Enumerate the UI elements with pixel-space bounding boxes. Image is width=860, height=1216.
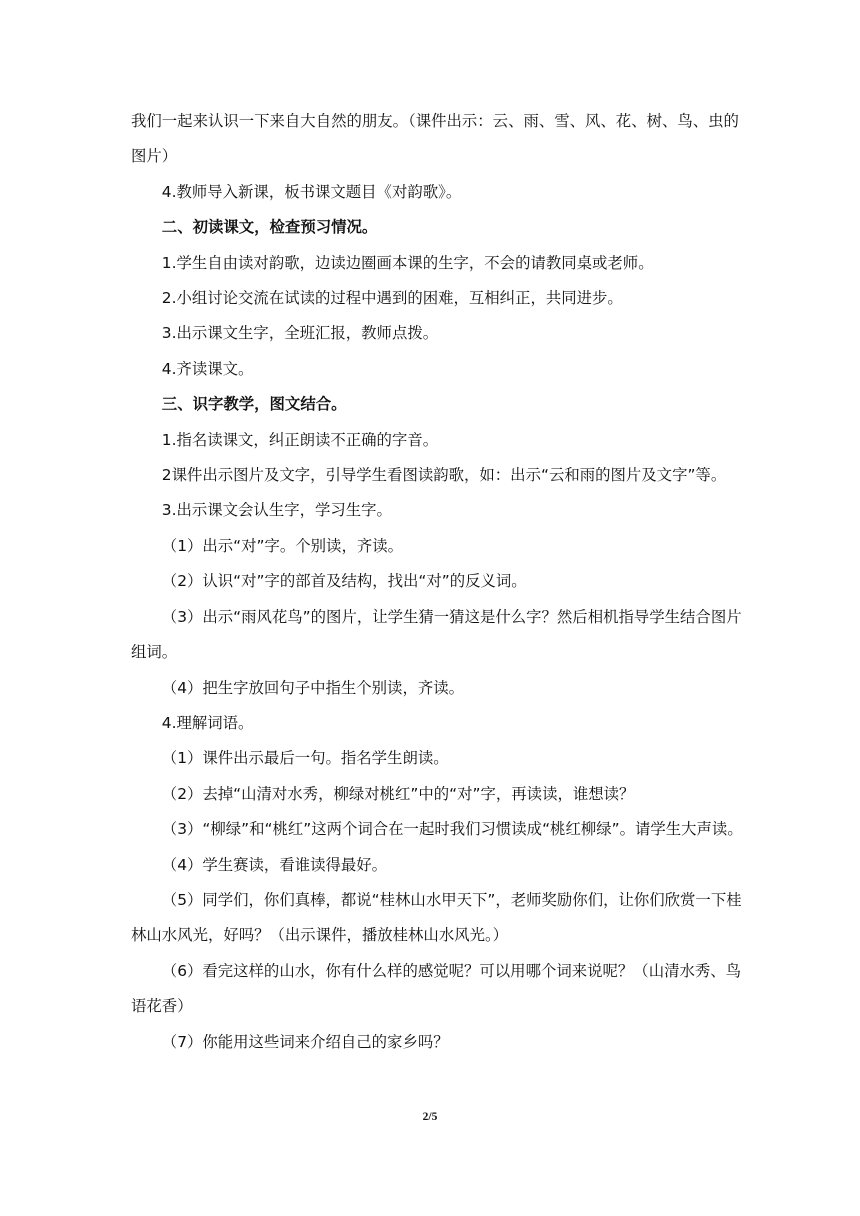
- paragraph: （1）出示“对”字。个别读，齐读。: [161, 536, 404, 555]
- paragraph: （4）把生字放回句子中指生个别读，齐读。: [161, 678, 465, 697]
- paragraph: （3）出示“雨风花鸟”的图片，让学生猜一猜这是什么字？然后相机指导学生结合图片组词。: [131, 607, 742, 662]
- paragraph: （6）看完这样的山水，你有什么样的感觉呢？可以用哪个词来说呢？（山清水秀、鸟语花香）: [131, 961, 742, 1016]
- paragraph: （2）认识“对”字的部首及结构，找出“对”的反义词。: [161, 572, 527, 591]
- paragraph: 4.教师导入新课，板书课文题目《对韵歌》。: [161, 182, 462, 201]
- paragraph-intro: 我们一起来认识一下来自大自然的朋友。（课件出示：云、雨、雪、风、花、树、鸟、虫的图片）: [131, 112, 739, 166]
- paragraph: 1.指名读课文，纠正朗读不正确的字音。: [161, 430, 439, 449]
- paragraph: （3）“柳绿”和“桃红”这两个词合在一起时我们习惯读成“桃红柳绿”。请学生大声读。: [161, 820, 743, 839]
- paragraph: 2课件出示图片及文字，引导学生看图读韵歌，如：出示“云和雨的图片及文字”等。: [161, 466, 727, 485]
- paragraph: 1.学生自由读对韵歌，边读边圈画本课的生字，不会的请教同桌或老师。: [161, 253, 654, 272]
- paragraph: 4.齐读课文。: [161, 359, 254, 378]
- paragraph: （5）同学们，你们真棒，都说“桂林山水甲天下”，老师奖励你们，让你们欣赏一下桂林山水风光，好吗？（出示课件，播放桂林山水风光。）: [131, 890, 742, 945]
- paragraph: 2.小组讨论交流在试读的过程中遇到的困难，互相纠正，共同进步。: [161, 289, 623, 308]
- section-heading: 三、识字教学，图文结合。: [161, 395, 347, 414]
- paragraph: 3.出示课文生字，全班汇报，教师点拨。: [161, 324, 439, 343]
- paragraph: 4.理解词语。: [161, 713, 254, 732]
- paragraph: （2）去掉“山清对水秀，柳绿对桃红”中的“对”字，再读读，谁想读？: [161, 784, 635, 803]
- section-heading: 二、初读课文，检查预习情况。: [161, 218, 378, 237]
- paragraph: （1）课件出示最后一句。指名学生朗读。: [161, 749, 449, 768]
- paragraph: 3.出示课文会认生字，学习生字。: [161, 501, 392, 520]
- document-body: [131, 104, 746, 1060]
- paragraph: （4）学生赛读，看谁读得最好。: [161, 855, 388, 874]
- paragraph: （7）你能用这些词来介绍自己的家乡吗？: [161, 1032, 449, 1051]
- page-number: 2/5: [422, 1111, 438, 1123]
